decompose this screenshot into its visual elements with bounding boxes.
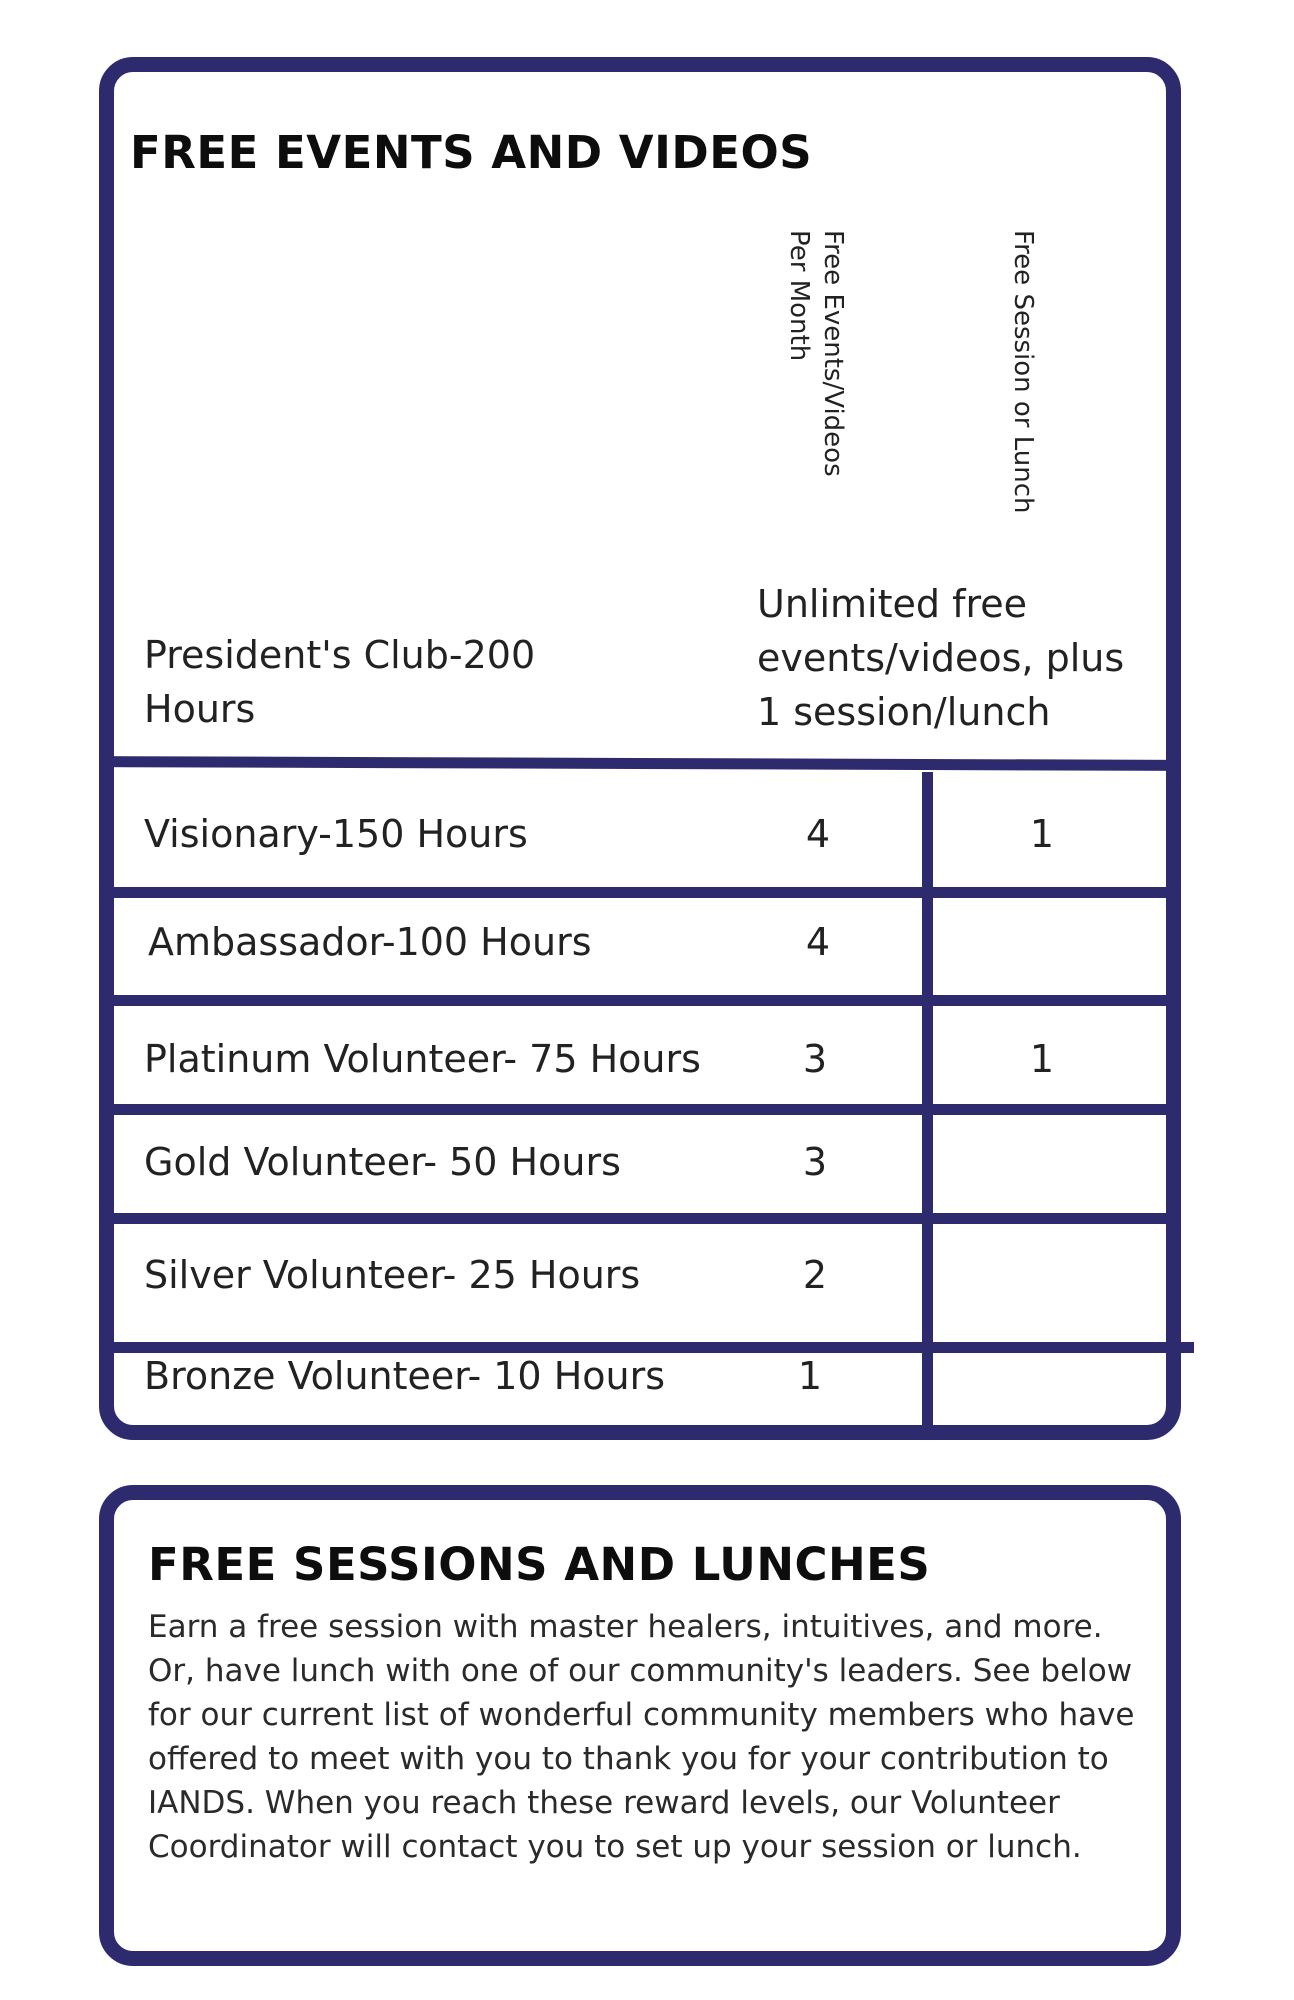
events-value: 4	[805, 920, 831, 964]
events-value: 4	[805, 812, 831, 856]
level-label: Silver Volunteer- 25 Hours	[144, 1253, 641, 1297]
presidents-club-label: President's Club-200 Hours	[144, 633, 536, 731]
events-title: FREE EVENTS AND VIDEOS	[130, 126, 813, 179]
session-value: 1	[1029, 1037, 1055, 1081]
events-value: 1	[797, 1354, 823, 1398]
events-value: 3	[802, 1140, 828, 1184]
row-divider	[104, 1104, 1176, 1115]
header-session-or-lunch: Free Session or Lunch	[1008, 230, 1038, 514]
level-label: Bronze Volunteer- 10 Hours	[144, 1354, 666, 1398]
level-label: Visionary-150 Hours	[144, 812, 528, 856]
sessions-description: Earn a free session with master healers, intuitives, and more. Or, have lunch with one of our community's leaders. See below for our current list of wonderful community members who have offered to meet with you to thank you for your contribution to IANDS. When you reach these reward levels, our Volunteer Coordinator will contact you to set up your session or lunch.	[148, 1609, 1135, 1865]
row-divider	[104, 1213, 1176, 1224]
sessions-title: FREE SESSIONS AND LUNCHES	[148, 1538, 931, 1591]
row-divider	[104, 995, 1176, 1006]
row-divider	[104, 1342, 1194, 1353]
level-label: Ambassador-100 Hours	[148, 920, 592, 964]
level-label: Platinum Volunteer- 75 Hours	[144, 1037, 701, 1081]
session-value: 1	[1029, 812, 1055, 856]
header-events-per-month: Free Events/Videos Per Month	[784, 230, 848, 477]
row-divider	[104, 887, 1176, 898]
events-value: 3	[802, 1037, 828, 1081]
column-divider	[922, 772, 933, 1440]
presidents-club-reward: Unlimited free events/videos, plus 1 session/lunch	[757, 582, 1125, 734]
level-label: Gold Volunteer- 50 Hours	[144, 1140, 621, 1184]
events-value: 2	[802, 1253, 828, 1297]
